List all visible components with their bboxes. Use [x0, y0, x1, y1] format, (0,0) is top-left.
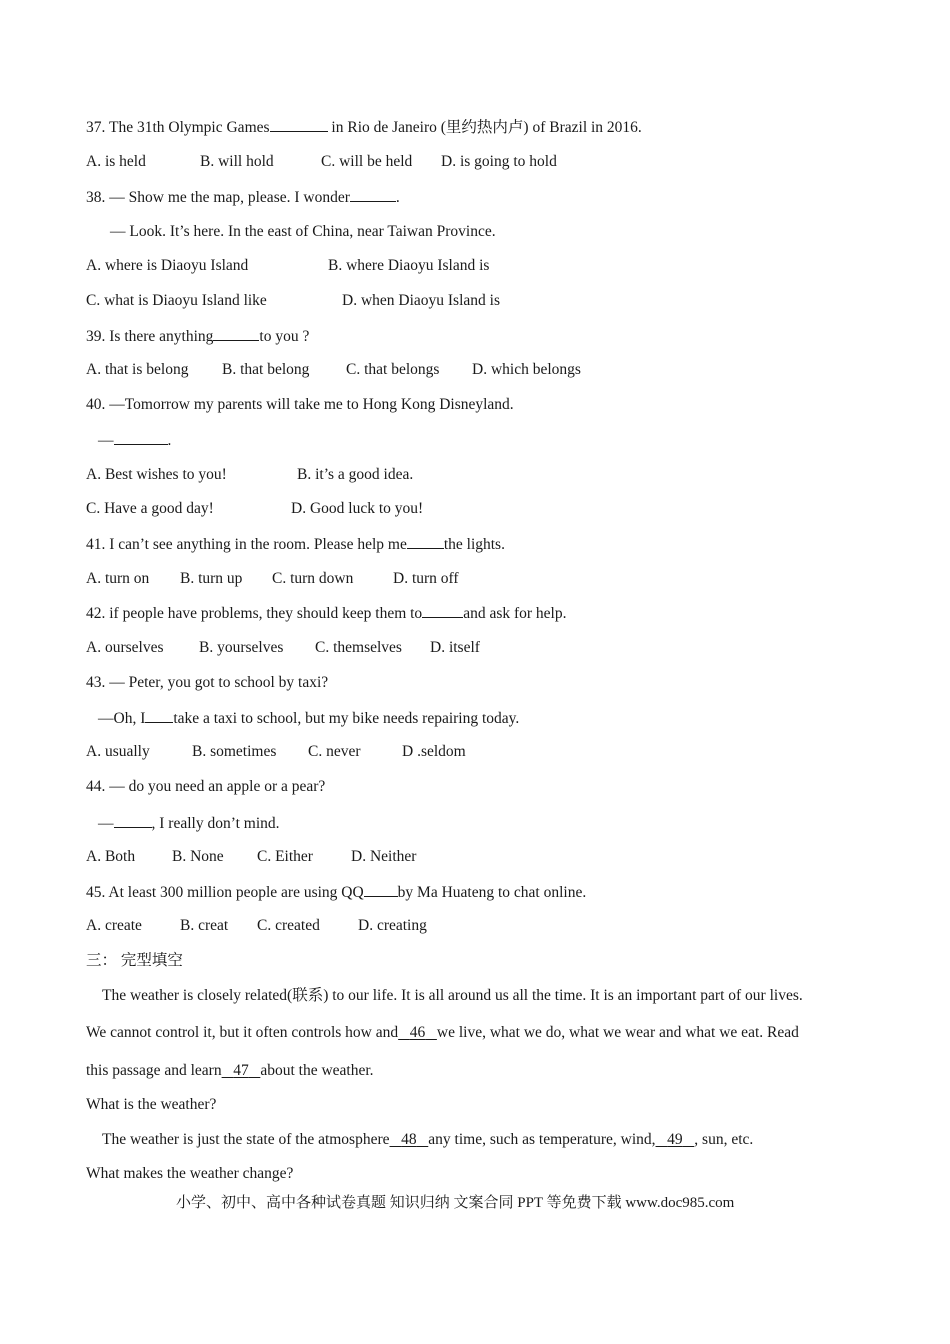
answer-blank [114, 430, 168, 445]
question-41-options [86, 569, 459, 589]
question-38: 38. — Show me the map, please. I wonder . [86, 189, 400, 206]
question-39-options [86, 360, 581, 380]
question-38-stem: 38. — Show me the map, please. I wonder [86, 189, 350, 206]
question-42: 42. if people have problems, they should keep them to and ask for help. [86, 605, 567, 622]
question-43: 43. — Peter, you got to school by taxi? [86, 674, 329, 691]
question-45: 45. At least 300 million people are using QQ by Ma Huateng to chat online. [86, 884, 587, 901]
option-c: C. themselves [315, 639, 402, 656]
section-heading: 三： 完型填空 [86, 952, 183, 969]
question-38-reply: — Look. It’s here. In the east of China, near Taiwan Province. [110, 223, 496, 240]
option-b: B. where Diaoyu Island is [328, 257, 490, 274]
option-a: A. is held [86, 153, 146, 170]
question-38-options-row1 [86, 256, 489, 276]
question-43-options [86, 742, 466, 762]
option-b: B. turn up [180, 570, 243, 587]
option-d: D. itself [430, 639, 480, 656]
question-45-options [86, 916, 427, 936]
option-c: C. will be held [321, 153, 413, 170]
option-d: D. creating [358, 917, 427, 934]
option-c: C. Either [257, 848, 313, 865]
option-b: B. yourselves [199, 639, 284, 656]
question-40: 40. —Tomorrow my parents will take me to Hong Kong Disneyland. [86, 396, 514, 413]
option-a: A. Best wishes to you! [86, 466, 227, 483]
question-41-stem: 41. I can’t see anything in the room. Please help me [86, 536, 407, 553]
question-37-stem: 37. The 31th Olympic Games [86, 119, 270, 136]
option-a: A. create [86, 917, 142, 934]
passage-paragraph-2: The weather is just the state of the atmosphere 48 any time, such as temperature, wind, 49 , sun, etc. [102, 1131, 754, 1148]
question-44: 44. — do you need an apple or a pear? [86, 778, 326, 795]
option-c: C. turn down [272, 570, 354, 587]
option-a: A. ourselves [86, 639, 164, 656]
option-d: D. is going to hold [441, 153, 557, 170]
option-d: D. turn off [393, 570, 459, 587]
answer-blank [364, 882, 398, 897]
option-b: B. it’s a good idea. [297, 466, 414, 483]
option-c: C. that belongs [346, 361, 440, 378]
passage-paragraph-1-line-2: We cannot control it, but it often controls how and 46 we live, what we do, what we wear and what we eat. Read [86, 1024, 799, 1041]
option-c: C. never [308, 743, 361, 760]
question-39-stem: 39. Is there anything [86, 328, 214, 345]
page-footer: 小学、初中、高中各种试卷真题 知识归纳 文案合同 PPT 等免费下载 www.doc985.com [176, 1195, 735, 1211]
passage-question-what: What is the weather? [86, 1096, 217, 1113]
question-38-options-row2 [86, 291, 500, 311]
option-d: D. which belongs [472, 361, 581, 378]
passage-paragraph-1-line-3: this passage and learn 47 about the weather. [86, 1062, 374, 1079]
cloze-blank-49: 49 [667, 1131, 683, 1148]
answer-blank [145, 708, 173, 723]
answer-blank [422, 603, 463, 618]
option-b: B. will hold [200, 153, 274, 170]
option-a: A. usually [86, 743, 150, 760]
passage-paragraph-1-line-1: The weather is closely related(联系) to our life. It is all around us all the time. It is an important part of our lives. [102, 987, 803, 1004]
question-40-options-row2 [86, 499, 423, 519]
question-44-reply: — , I really don’t mind. [98, 815, 280, 832]
passage-question-change: What makes the weather change? [86, 1165, 294, 1182]
option-b: B. that belong [222, 361, 310, 378]
question-45-stem: 45. At least 300 million people are using QQ [86, 884, 364, 901]
answer-blank [213, 326, 259, 341]
question-39: 39. Is there anything to you ? [86, 328, 310, 345]
answer-blank [407, 534, 444, 549]
option-d: D. Neither [351, 848, 417, 865]
answer-blank [350, 187, 396, 202]
question-37-options [86, 152, 557, 172]
question-40-reply: — . [98, 432, 172, 449]
cloze-blank-46: 46 [409, 1024, 426, 1041]
question-42-options [86, 638, 480, 658]
option-d: D .seldom [402, 743, 466, 760]
option-c: C. Have a good day! [86, 500, 214, 517]
option-a: A. Both [86, 848, 136, 865]
question-41: 41. I can’t see anything in the room. Please help me the lights. [86, 536, 505, 553]
option-a: A. turn on [86, 570, 150, 587]
option-b: B. sometimes [192, 743, 277, 760]
question-42-stem: 42. if people have problems, they should keep them to [86, 605, 423, 622]
option-d: D. when Diaoyu Island is [342, 292, 500, 309]
question-44-options [86, 847, 416, 867]
option-a: A. where is Diaoyu Island [86, 257, 249, 274]
answer-blank [270, 117, 328, 132]
cloze-blank-48: 48 [401, 1131, 417, 1148]
option-a: A. that is belong [86, 361, 189, 378]
answer-blank [114, 813, 152, 828]
option-b: B. creat [180, 917, 229, 934]
question-43-reply: —Oh, I take a taxi to school, but my bike needs repairing today. [98, 710, 520, 727]
question-40-options-row1 [86, 465, 413, 485]
option-c: C. created [257, 917, 320, 934]
question-37: 37. The 31th Olympic Games in Rio de Janeiro (里约热内卢) of Brazil in 2016. [86, 119, 642, 136]
option-d: D. Good luck to you! [291, 500, 424, 517]
option-c: C. what is Diaoyu Island like [86, 292, 267, 309]
cloze-blank-47: 47 [233, 1062, 249, 1079]
option-b: B. None [172, 848, 224, 865]
